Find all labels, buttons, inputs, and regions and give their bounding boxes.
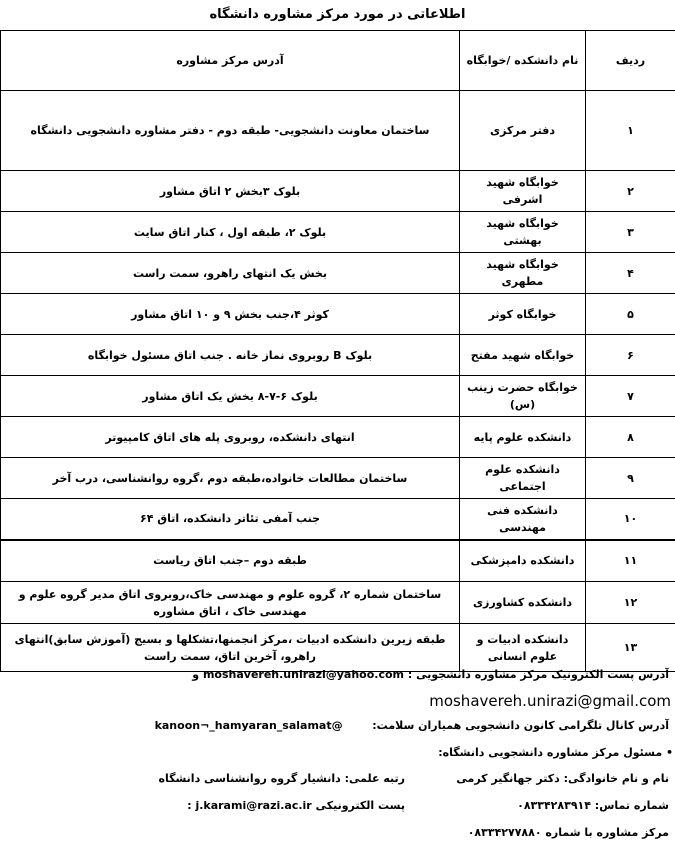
- row-name: خوابگاه شهید مطهری: [460, 253, 586, 294]
- email2-line: [0, 799, 405, 812]
- row-name: دفتر مرکزی: [460, 91, 586, 171]
- row-number: ۵: [586, 294, 675, 335]
- gmail-line: [0, 692, 671, 710]
- row-number: ۳: [586, 212, 675, 253]
- email2-link[interactable]: : j.karami@razi.ac.ir: [187, 799, 312, 812]
- header-address: آدرس مرکز مشاوره: [1, 31, 460, 91]
- row-name: دانشکده ادبیات و علوم انسانی: [460, 624, 586, 672]
- row-number: ۹: [586, 458, 675, 499]
- email-label: آدرس پست الکترونیک مرکز مشاوره دانشجویی :: [407, 668, 669, 681]
- phone-line: شماره تماس: ۰۸۳۳۴۲۸۳۹۱۴: [517, 799, 669, 812]
- row-address: انتهای دانشکده، روبروی پله های اتاق کامپیوتر: [1, 417, 460, 458]
- email-gmail-link[interactable]: moshavereh.unirazi@gmail.com: [429, 692, 671, 710]
- responsible-heading: • مسئول مرکز مشاوره دانشجویی دانشگاه:: [438, 746, 673, 759]
- table-row: [1, 540, 675, 582]
- row-address: ساختمان مطالعات خانواده،طبقه دوم ،گروه روانشناسی، درب آخر: [1, 458, 460, 499]
- row-number: ۸: [586, 417, 675, 458]
- row-name: دانشکده فنی مهندسی: [460, 499, 586, 540]
- table-row: [1, 417, 675, 458]
- row-address: بلوک ۳بخش ۲ اتاق مشاور: [1, 171, 460, 212]
- row-name: خوابگاه شهید بهشتی: [460, 212, 586, 253]
- table-row: [1, 624, 675, 672]
- row-name: دانشکده دامپزشکی: [460, 540, 586, 582]
- document-title: اطلاعاتی در مورد مرکز مشاوره دانشگاه: [209, 7, 466, 22]
- row-address: ساختمان معاونت دانشجویی- طبقه دوم - دفتر مشاوره دانشجویی دانشگاه: [1, 91, 460, 171]
- table-row: [1, 253, 675, 294]
- row-address: بلوک ۲، طبقه اول ، کنار اتاق سایت: [1, 212, 460, 253]
- row-number: ۲: [586, 171, 675, 212]
- row-address: بلوک B روبروی نماز خانه . جنب اتاق مسئول خوابگاه: [1, 335, 460, 376]
- row-name: دانشکده کشاورزی: [460, 582, 586, 624]
- table-row: [1, 458, 675, 499]
- row-number: ۱: [586, 91, 675, 171]
- table-row: [1, 582, 675, 624]
- telegram-label: آدرس کانال تلگرامی کانون دانشجویی همیاران سلامت:: [372, 719, 669, 732]
- name-line: نام و نام خانوادگی: دکتر جهانگیر کرمی: [456, 772, 669, 785]
- row-address: بلوک ۶-۷-۸ بخش یک اتاق مشاور: [1, 376, 460, 417]
- table-row: [1, 91, 675, 171]
- row-number: ۶: [586, 335, 675, 376]
- email2-label: پست الکترونیکی: [315, 799, 405, 812]
- row-address: طبقه دوم –جنب اتاق ریاست: [1, 540, 460, 582]
- row-number: ۱۱: [586, 540, 675, 582]
- email-yahoo-link[interactable]: moshavereh.unirazi@yahoo.com: [202, 668, 405, 681]
- row-name: خوابگاه شهید اشرفی: [460, 171, 586, 212]
- table-row: [1, 376, 675, 417]
- header-row-number: ردیف: [586, 31, 675, 91]
- table-row: [1, 335, 675, 376]
- center-phone-line: مرکز مشاوره با شماره ۰۸۳۳۴۲۷۷۸۸۰: [467, 826, 669, 839]
- row-name: خوابگاه شهید مفتح: [460, 335, 586, 376]
- row-number: ۱۲: [586, 582, 675, 624]
- table-row: [1, 171, 675, 212]
- telegram-line: [0, 719, 669, 732]
- table-header-row: [1, 31, 675, 91]
- row-number: ۷: [586, 376, 675, 417]
- row-address: طبقه زیرین دانشکده ادبیات ،مرکز انجمنها،تشکلها و بسیج (آموزش سابق)انتهای راهرو، آخرین اتاق، سمت راست: [1, 624, 460, 672]
- row-name: خوابگاه کوثر: [460, 294, 586, 335]
- table-row: [1, 499, 675, 540]
- row-address: کوثر ۴،جنب بخش ۹ و ۱۰ اتاق مشاور: [1, 294, 460, 335]
- row-number: ۱۳: [586, 624, 675, 672]
- rank-line: رتبه علمی: دانشیار گروه روانشناسی دانشگاه: [158, 772, 405, 785]
- row-address: جنب آمفی تئاتر دانشکده، اتاق ۶۴: [1, 499, 460, 540]
- row-address: ساختمان شماره ۲، گروه علوم و مهندسی خاک،روبروی اتاق مدیر گروه علوم و مهندسی خاک ، اتاق مشاوره: [1, 582, 460, 624]
- counseling-table: [0, 30, 675, 672]
- row-name: دانشکده علوم اجتماعی: [460, 458, 586, 499]
- header-name: نام دانشکده /خوابگاه: [460, 31, 586, 91]
- table-row: [1, 212, 675, 253]
- table-row: [1, 294, 675, 335]
- row-name: خوابگاه حضرت زینب (س): [460, 376, 586, 417]
- row-number: ۴: [586, 253, 675, 294]
- email-line: [0, 668, 669, 681]
- email-and: و: [192, 668, 200, 681]
- telegram-id-link[interactable]: kanoon¬_hamyaran_salamat@: [154, 719, 343, 732]
- row-name: دانشکده علوم پایه: [460, 417, 586, 458]
- row-address: بخش یک انتهای راهرو، سمت راست: [1, 253, 460, 294]
- row-number: ۱۰: [586, 499, 675, 540]
